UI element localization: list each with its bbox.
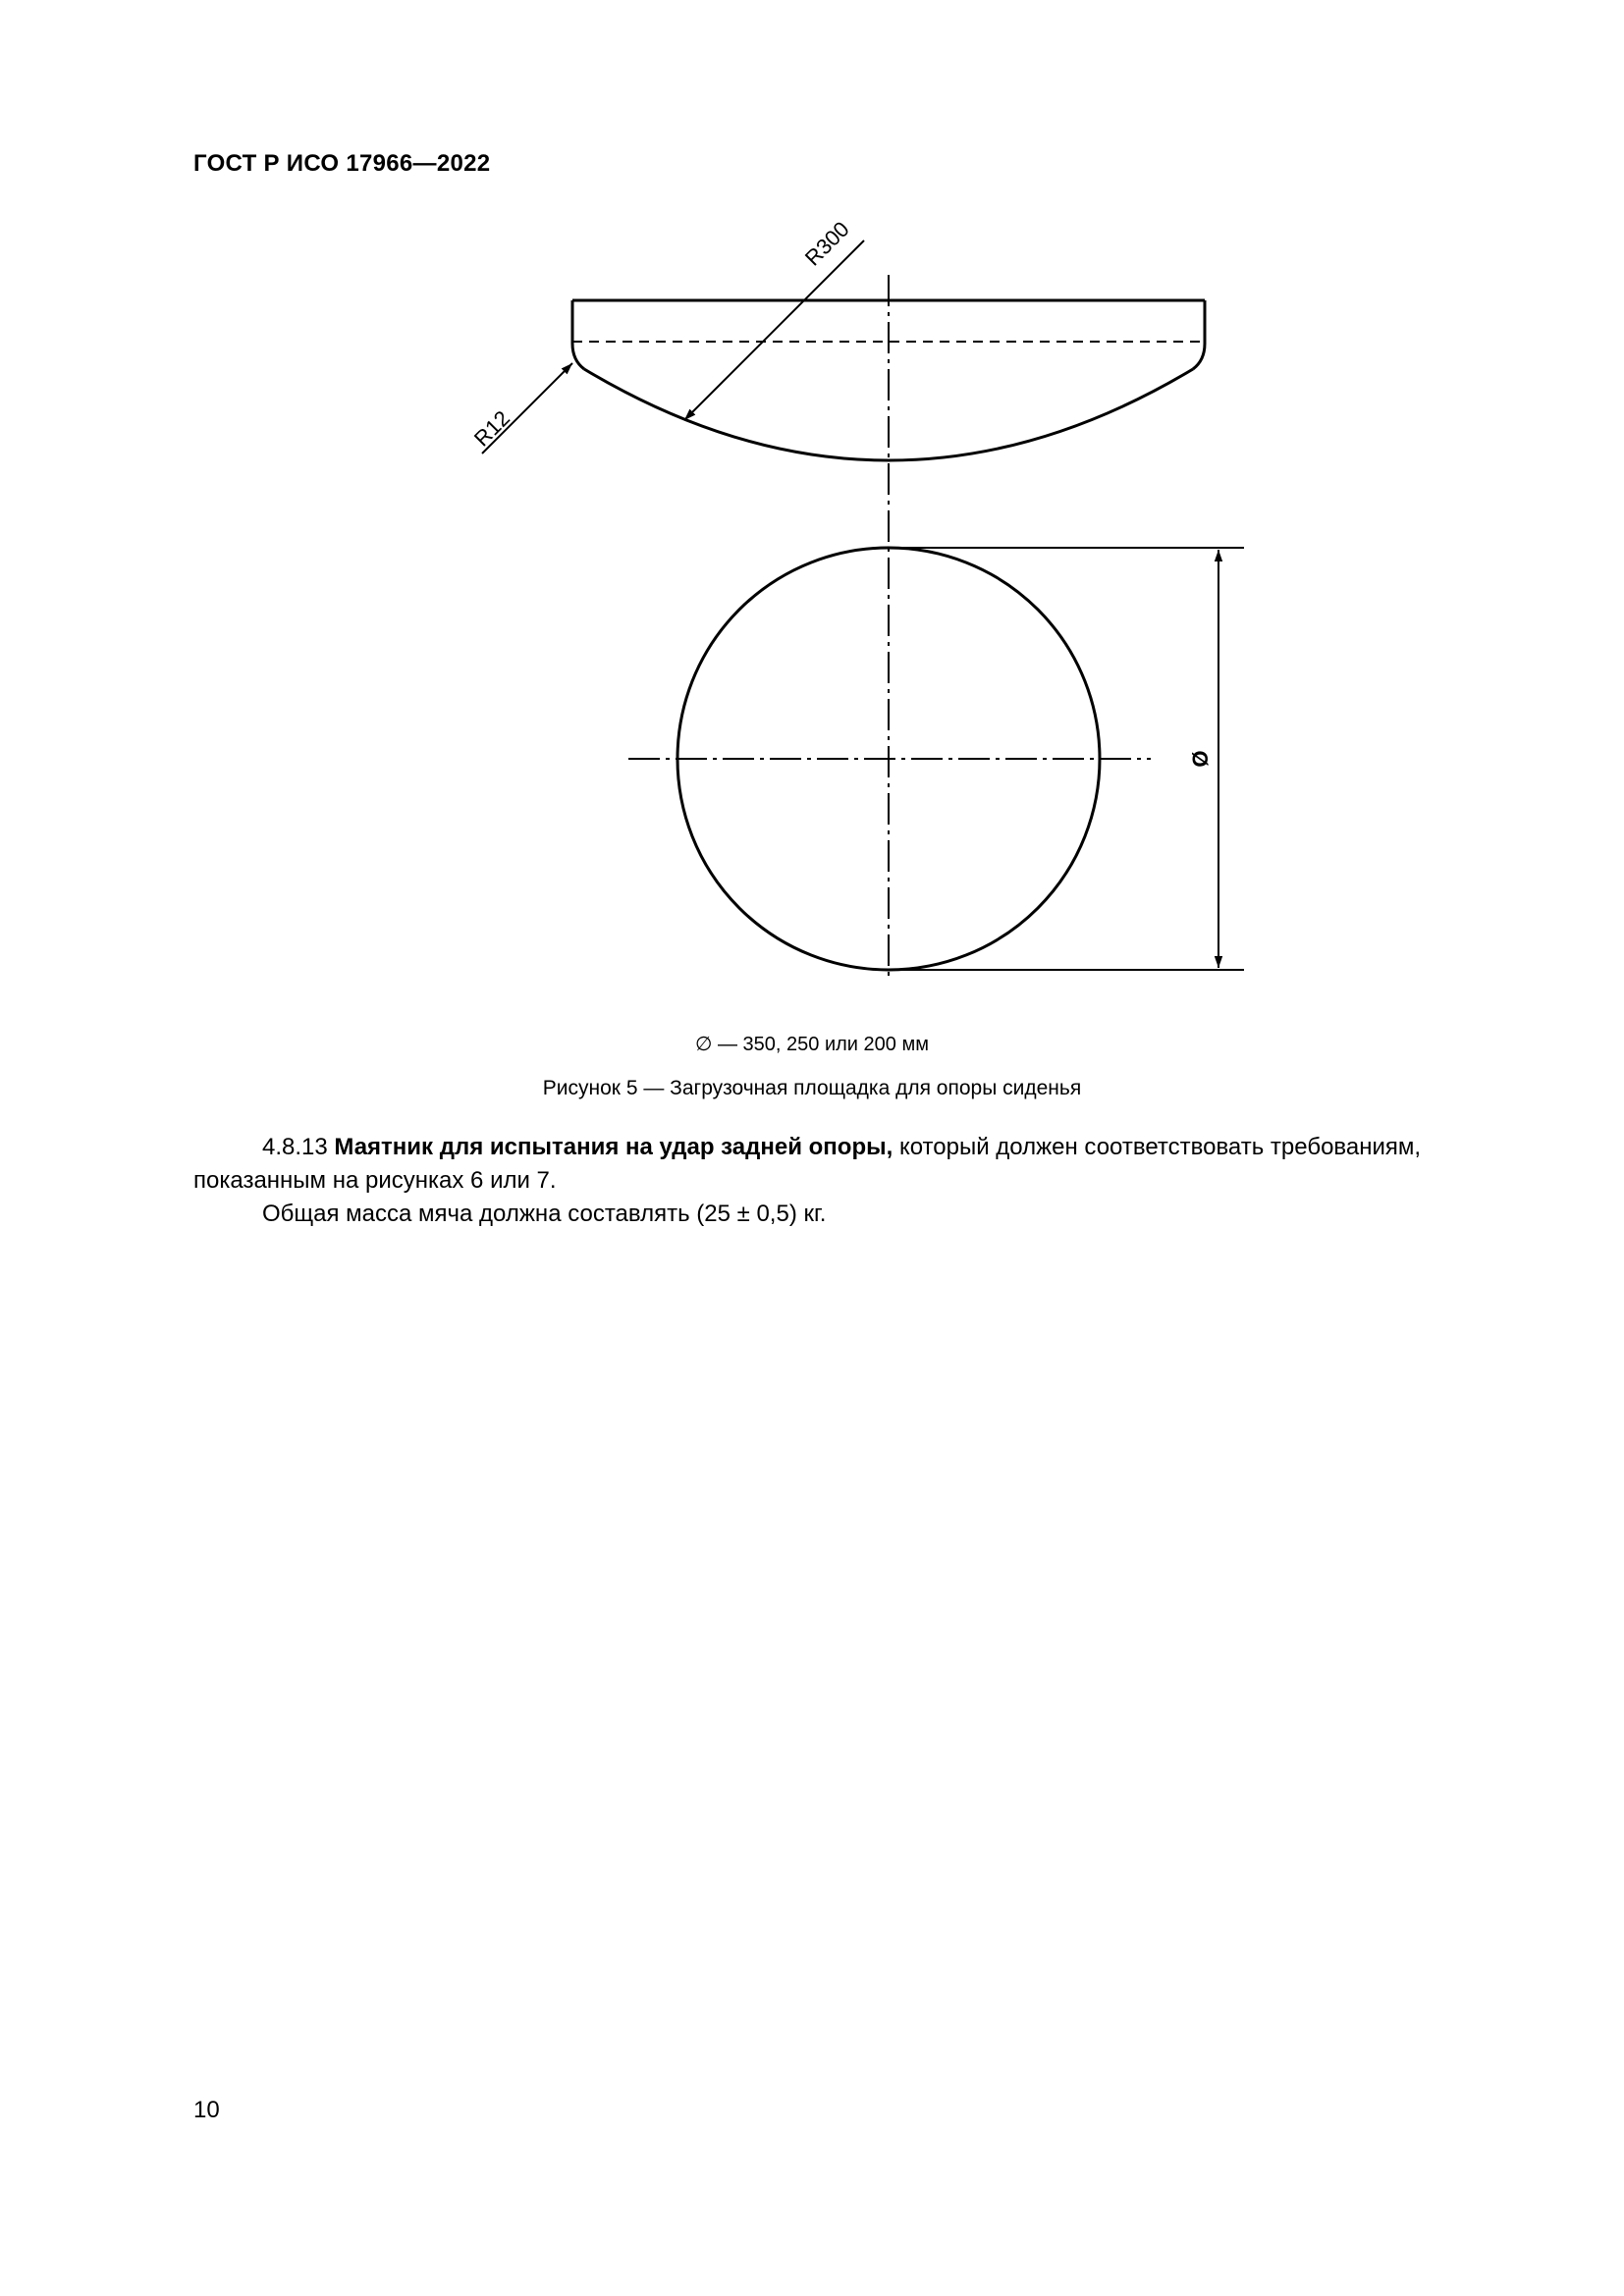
pad-right-fillet — [1193, 344, 1205, 369]
figure-5-drawing — [0, 0, 1624, 1021]
document-header: ГОСТ Р ИСО 17966—2022 — [193, 150, 491, 177]
diameter-label: Ø — [1188, 750, 1213, 768]
clause-text: который должен соответствовать требованиям, показанным на рисунках 6 или 7. — [193, 1134, 1422, 1194]
r300-label: R300 — [799, 216, 854, 271]
pad-left-fillet — [572, 344, 584, 369]
page-number: 10 — [193, 2097, 220, 2123]
figure-caption: Рисунок 5 — Загрузочная площадка для опоры сиденья — [542, 1077, 1082, 1099]
clause-number: 4.8.13 — [262, 1134, 335, 1160]
figure-legend: ∅ — 350, 250 или 200 мм — [695, 1034, 929, 1055]
paragraph-4-8-13 — [193, 1131, 1525, 1198]
r12-label: R12 — [468, 405, 515, 452]
paragraph-mass: Общая масса мяча должна составлять (25 ± 0,5) кг. — [262, 1201, 827, 1227]
r300-leader — [684, 240, 864, 420]
clause-term: Маятник для испытания на удар задней опоры, — [334, 1134, 893, 1160]
